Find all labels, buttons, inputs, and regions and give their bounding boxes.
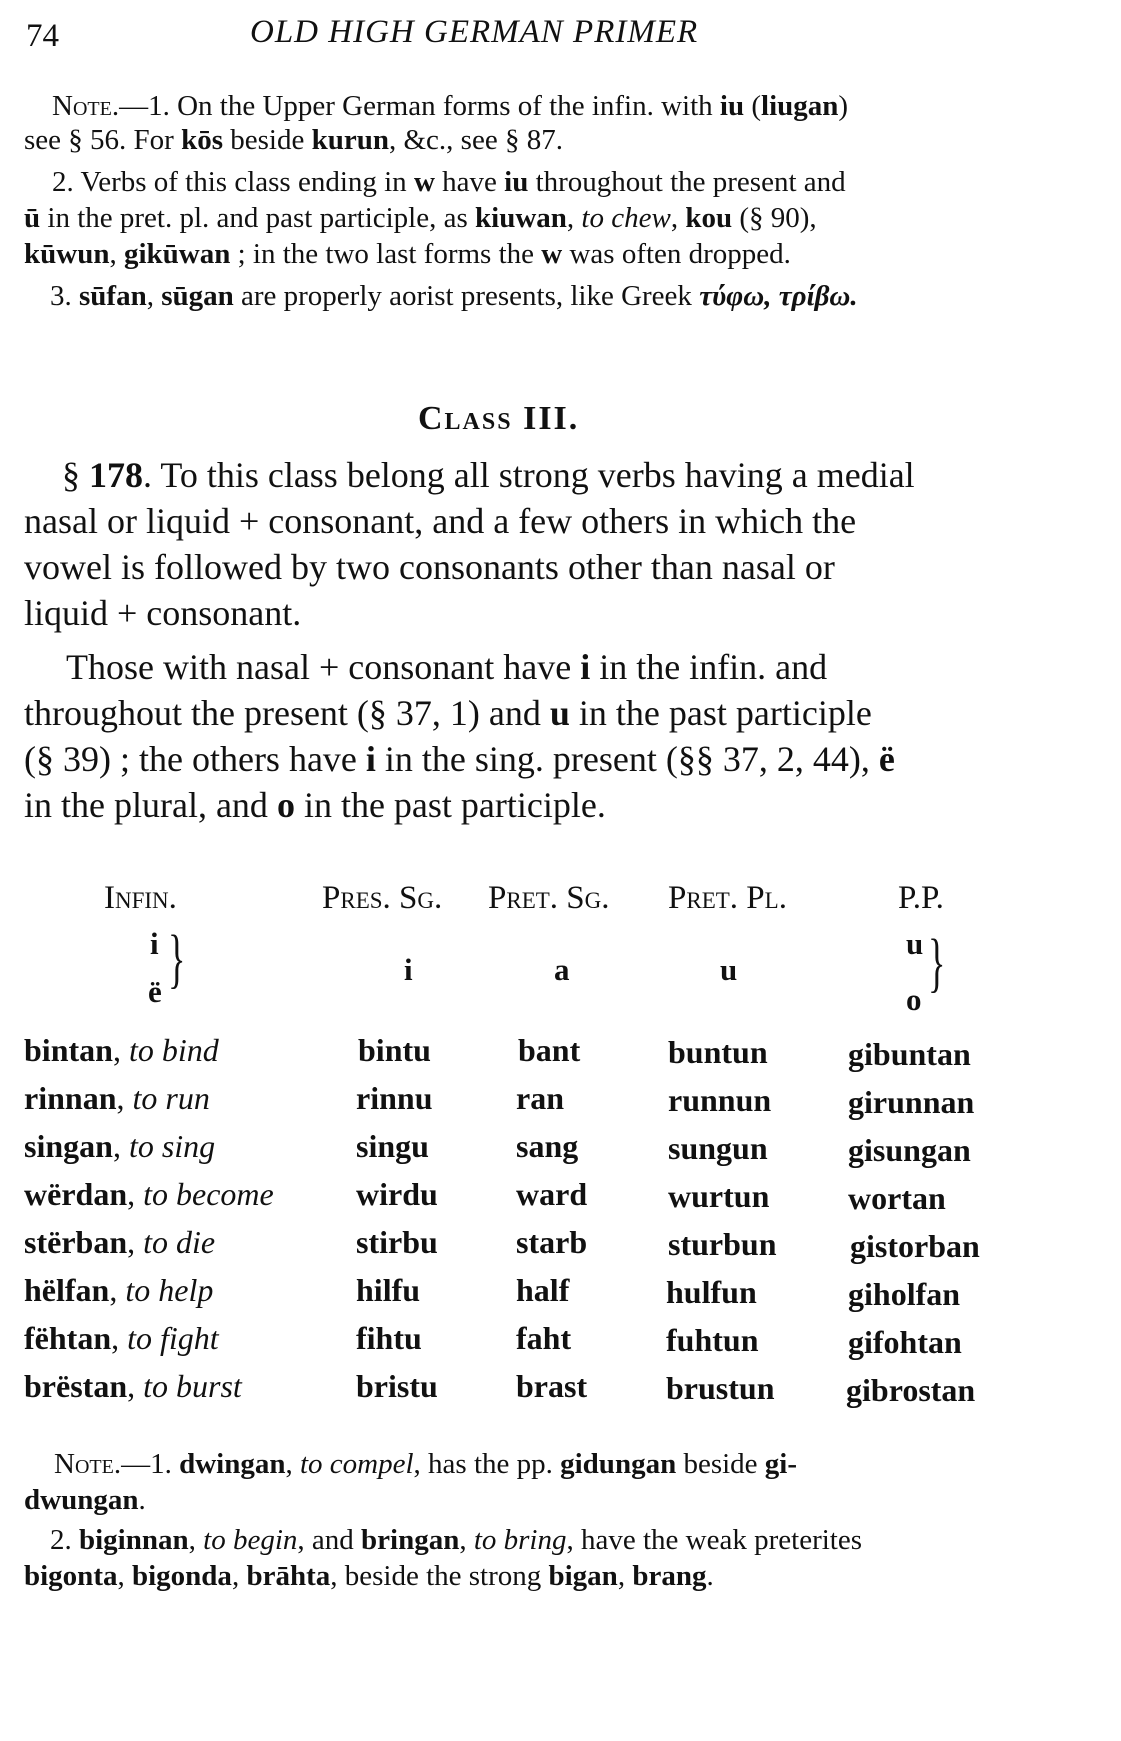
pret-pl-cell: sturbun: [668, 1226, 777, 1262]
pres-sg-cell: rinnu: [356, 1080, 433, 1116]
pp-cell: wortan: [848, 1180, 946, 1216]
pret-pl-cell: brustun: [666, 1370, 775, 1406]
vowel-pp-u: u: [906, 926, 924, 961]
term: sūfan: [79, 280, 147, 312]
gloss: to help: [125, 1272, 214, 1308]
para2-line-1: [66, 646, 827, 688]
pres-sg-cell: stirbu: [356, 1224, 438, 1260]
text: , and: [297, 1524, 362, 1556]
brace-pp: }: [928, 926, 946, 999]
term: gi-: [764, 1448, 798, 1480]
text: , &c., see § 87.: [388, 124, 563, 156]
infinitive: wërdan: [24, 1176, 128, 1212]
text: see § 56. For: [24, 124, 182, 156]
infinitive: bintan: [24, 1032, 113, 1068]
pret-sg-cell: half: [516, 1272, 570, 1308]
term: biginnan: [79, 1524, 189, 1556]
pret-sg-cell: ran: [516, 1080, 564, 1116]
note-top-line-3: [52, 168, 846, 197]
pret-pl-cell: buntun: [668, 1034, 768, 1070]
pres-sg-cell: fihtu: [356, 1320, 422, 1356]
text: ): [838, 90, 849, 122]
comma: ,: [127, 1368, 144, 1404]
pret-sg-cell: ward: [516, 1176, 588, 1212]
pres-sg-cell: wirdu: [356, 1176, 438, 1212]
section-number: 178: [89, 455, 143, 495]
term: i: [580, 647, 591, 687]
text: ,: [117, 1560, 132, 1592]
term: dwingan: [179, 1448, 286, 1480]
text: beside: [223, 124, 312, 156]
pret-sg-cell: sang: [516, 1128, 579, 1164]
gloss: to fight: [127, 1320, 219, 1356]
term: iu: [504, 166, 529, 198]
text: (§ 90),: [732, 202, 817, 234]
text: was often dropped.: [562, 238, 791, 270]
term: iu: [719, 90, 745, 122]
note-label: Note.: [52, 90, 120, 122]
vowel-infin-i: i: [150, 926, 159, 961]
text: 2.: [50, 1524, 79, 1556]
infinitive: stërban: [24, 1224, 128, 1260]
note-top-line-2: [24, 126, 563, 155]
note-label: Note.: [54, 1448, 122, 1480]
term: brāhta: [246, 1560, 331, 1592]
pp-cell: gistorban: [850, 1228, 980, 1264]
text: —1.: [121, 1448, 180, 1480]
table-row: [24, 1224, 215, 1261]
text: throughout the present (§ 37, 1) and: [24, 693, 550, 733]
header-pres-sg: Pres. Sg.: [322, 880, 443, 916]
infinitive: singan: [24, 1128, 113, 1164]
term: ū: [24, 202, 41, 234]
gloss: to run: [132, 1080, 210, 1116]
gloss: to compel: [299, 1448, 414, 1480]
text: , has the pp.: [413, 1448, 561, 1480]
text: ,: [109, 238, 124, 270]
gloss: to bring: [473, 1524, 567, 1556]
text: (§ 39) ; the others have: [24, 739, 366, 779]
pret-pl-cell: fuhtun: [666, 1322, 759, 1358]
table-row: [24, 1320, 219, 1357]
header-pp: P.P.: [898, 880, 944, 916]
infinitive: hëlfan: [24, 1272, 110, 1308]
table-row: [24, 1032, 219, 1069]
text: in the plural, and: [24, 785, 277, 825]
comma: ,: [109, 1272, 126, 1308]
gloss: to die: [143, 1224, 216, 1260]
para1-line-1: [62, 454, 915, 496]
para2-line-3: [24, 738, 895, 780]
text: ,: [459, 1524, 474, 1556]
table-row: [24, 1368, 242, 1405]
text: ,: [188, 1524, 204, 1556]
pp-cell: gisungan: [848, 1132, 971, 1168]
para1-line-2: nasal or liquid + consonant, and a few others in which the: [24, 501, 857, 541]
vowel-pret-sg: a: [554, 952, 570, 987]
header-pret-pl: Pret. Pl.: [668, 880, 787, 916]
gloss: to become: [143, 1176, 274, 1212]
vowel-infin-e: ë: [148, 974, 162, 1009]
pres-sg-cell: bintu: [358, 1032, 431, 1068]
term: w: [541, 238, 563, 270]
note-bottom-line-2: [24, 1486, 146, 1515]
pres-sg-cell: bristu: [356, 1368, 438, 1404]
comma: ,: [116, 1080, 133, 1116]
class-heading: Class III.: [418, 400, 580, 437]
vowel-pret-pl: u: [720, 952, 738, 987]
text: ,: [670, 202, 686, 234]
infinitive: fëhtan: [24, 1320, 112, 1356]
pret-sg-cell: bant: [518, 1032, 581, 1068]
pret-pl-cell: hulfun: [666, 1274, 757, 1310]
greek-term: τύφω, τρίβω.: [699, 280, 858, 312]
table-row: [24, 1272, 213, 1309]
text: in the sing. present (§§ 37, 2, 44),: [375, 739, 879, 779]
gloss: to begin: [203, 1524, 298, 1556]
term: bigan: [548, 1560, 618, 1592]
pret-pl-cell: sungun: [668, 1130, 768, 1166]
note-top-line-5: [24, 240, 791, 269]
para1-line-3: vowel is followed by two consonants other than nasal or: [24, 547, 835, 587]
term: ë: [878, 739, 895, 779]
note-top-line-4: [24, 204, 817, 233]
comma: ,: [111, 1320, 128, 1356]
table-row: [24, 1128, 215, 1165]
gloss: to chew: [581, 202, 671, 234]
infinitive: brëstan: [24, 1368, 128, 1404]
infinitive: rinnan: [24, 1080, 117, 1116]
term: w: [413, 166, 435, 198]
term: o: [276, 785, 295, 825]
note-bottom-line-1: [54, 1450, 797, 1479]
text: 2. Verbs of this class ending in: [52, 166, 414, 198]
pret-sg-cell: brast: [516, 1368, 588, 1404]
pp-cell: gifohtan: [848, 1324, 962, 1360]
term: kōs: [181, 124, 223, 156]
term: bringan: [361, 1524, 460, 1556]
text: (: [744, 90, 762, 122]
text: , beside the strong: [330, 1560, 549, 1592]
pres-sg-cell: singu: [356, 1128, 429, 1164]
note-bottom-line-3: [50, 1526, 862, 1555]
para1-line-4: liquid + consonant.: [24, 593, 302, 633]
gloss: to sing: [128, 1128, 216, 1164]
running-head: OLD HIGH GERMAN PRIMER: [250, 14, 699, 50]
term: kurun: [311, 124, 389, 156]
text: . To this class belong all strong verbs having a medial: [143, 455, 915, 495]
term: sūgan: [161, 280, 234, 312]
text: have: [434, 166, 505, 198]
term: u: [549, 693, 570, 733]
text: Those with nasal + consonant have: [66, 647, 581, 687]
pres-sg-cell: hilfu: [356, 1272, 421, 1308]
pret-pl-cell: wurtun: [668, 1178, 770, 1214]
text: throughout the present and: [528, 166, 846, 198]
text: in the past participle.: [294, 785, 606, 825]
table-row: [24, 1176, 274, 1213]
pret-pl-cell: runnun: [668, 1082, 772, 1118]
pp-cell: gibuntan: [848, 1036, 971, 1072]
gloss: to burst: [143, 1368, 242, 1404]
note-top-line-1: [52, 92, 848, 121]
note-bottom-line-4: [24, 1562, 714, 1591]
term: gidungan: [560, 1448, 677, 1480]
text: ,: [146, 280, 162, 312]
para2-line-4: [24, 784, 606, 826]
pp-cell: girunnan: [848, 1084, 975, 1120]
text: beside: [676, 1448, 765, 1480]
comma: ,: [127, 1176, 144, 1212]
term: kiuwan: [475, 202, 567, 234]
comma: ,: [112, 1032, 129, 1068]
text: —1. On the Upper German forms of the infin. with: [119, 90, 720, 122]
text: .: [138, 1484, 146, 1516]
text: .: [706, 1560, 714, 1592]
term: liugan: [761, 90, 839, 122]
term: kūwun: [24, 238, 110, 270]
pret-sg-cell: starb: [516, 1224, 588, 1260]
text: , have the weak preterites: [566, 1524, 862, 1556]
term: kou: [685, 202, 733, 234]
table-row: [24, 1080, 210, 1117]
pret-sg-cell: faht: [516, 1320, 572, 1356]
header-pret-sg: Pret. Sg.: [488, 880, 610, 916]
gloss: to bind: [128, 1032, 219, 1068]
brace-infin: }: [168, 922, 186, 995]
pp-cell: giholfan: [848, 1276, 961, 1312]
text: 3.: [50, 280, 79, 312]
comma: ,: [112, 1128, 129, 1164]
text: ,: [231, 1560, 247, 1592]
text: in the past participle: [569, 693, 872, 733]
page-number: 74: [26, 18, 59, 54]
text: in the pret. pl. and past participle, as: [40, 202, 476, 234]
para2-line-2: [24, 692, 872, 734]
pp-cell: gibrostan: [846, 1372, 976, 1408]
note-top-line-6: [50, 282, 858, 311]
text: ,: [617, 1560, 633, 1592]
term: bigonda: [131, 1560, 232, 1592]
text: ; in the two last forms the: [230, 238, 542, 270]
term: i: [365, 739, 376, 779]
term: bigonta: [24, 1560, 118, 1592]
text: are properly aorist presents, like Greek: [233, 280, 700, 312]
text: ,: [566, 202, 582, 234]
comma: ,: [127, 1224, 144, 1260]
vowel-pp-o: o: [906, 982, 922, 1017]
text: in the infin. and: [590, 647, 828, 687]
term: brang: [632, 1560, 707, 1592]
header-infin: Infin.: [104, 880, 177, 916]
vowel-pres: i: [404, 952, 413, 987]
text: §: [62, 455, 89, 495]
term: dwungan: [24, 1484, 139, 1516]
term: gikūwan: [123, 238, 231, 270]
text: ,: [285, 1448, 300, 1480]
